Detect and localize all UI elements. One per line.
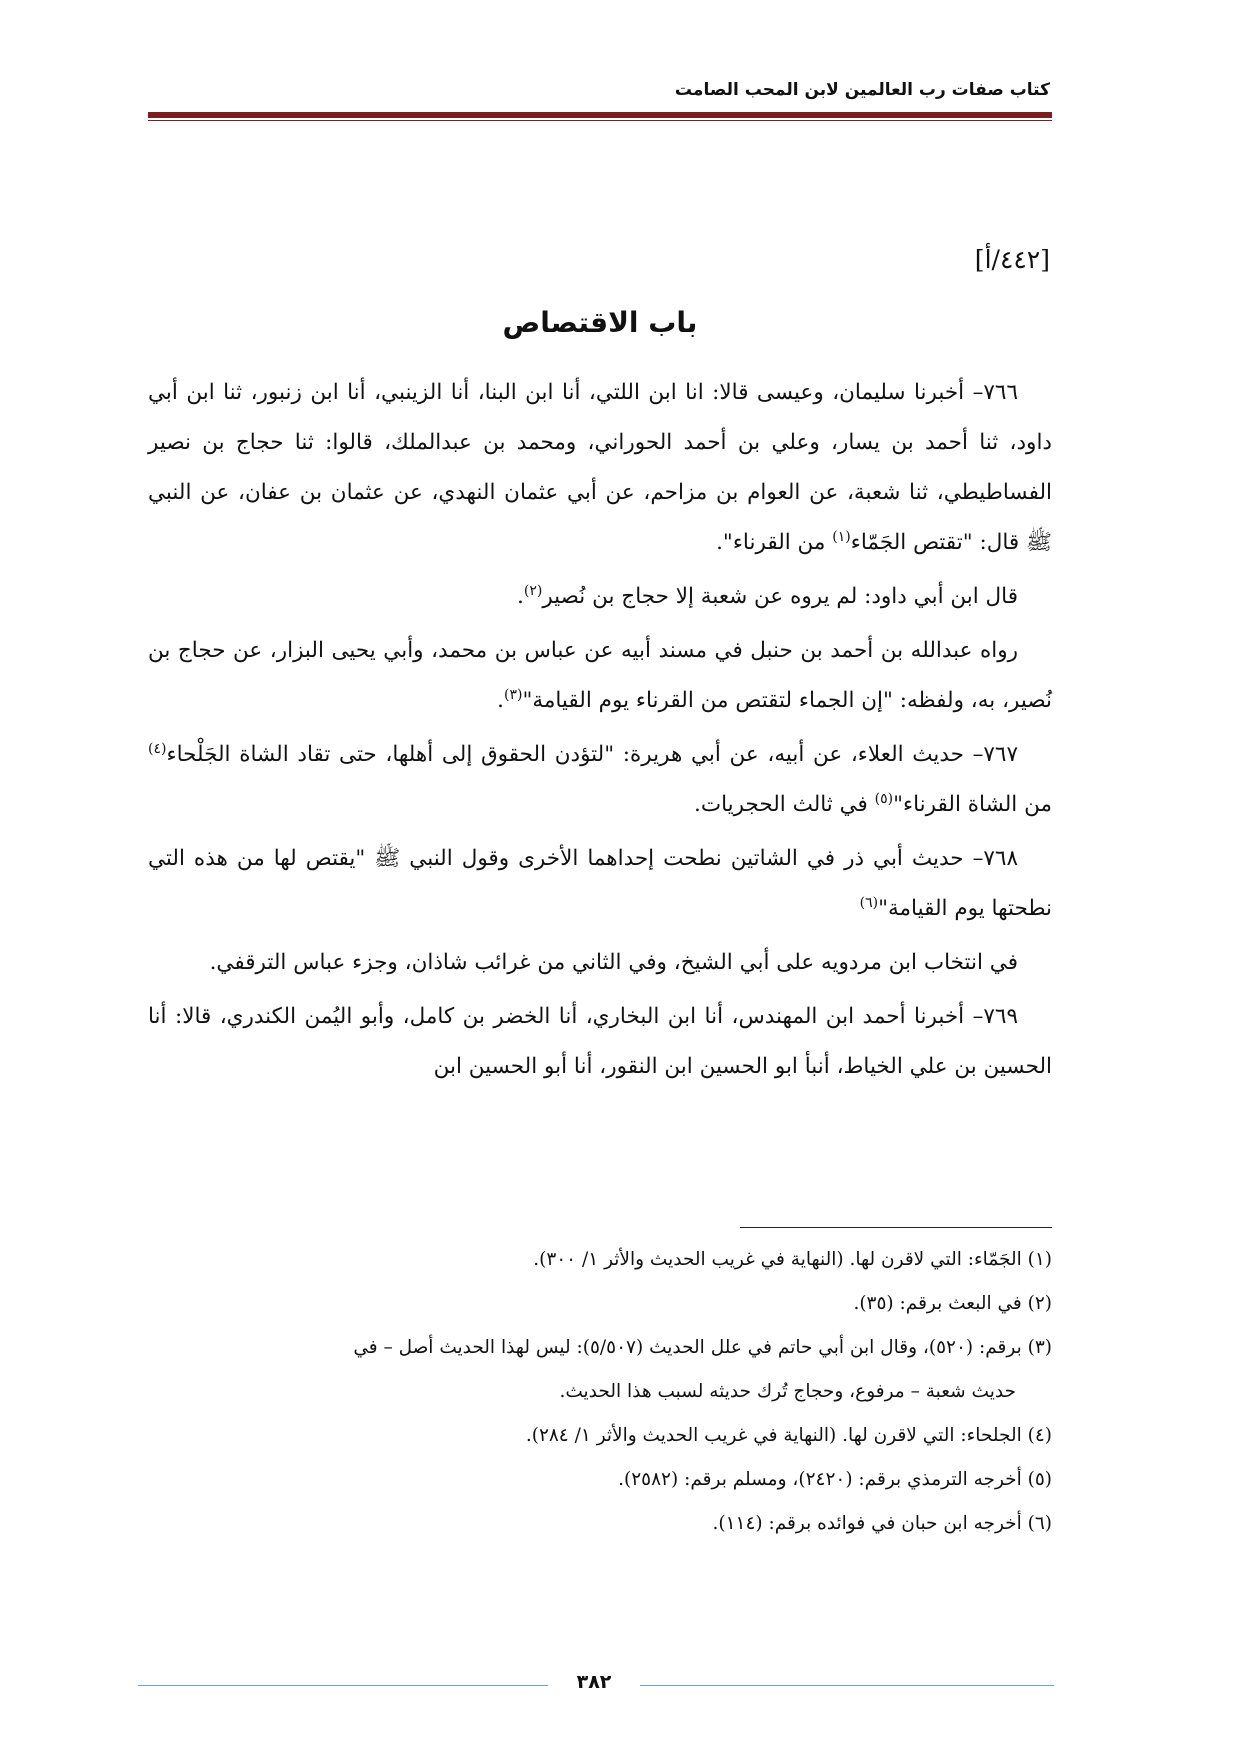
footnote-4: (٤) الجلحاء: التي لاقرن لها. (النهاية في غريب الحديث والأثر ١/ ٢٨٤). bbox=[525, 1425, 1052, 1446]
footer-rule-left bbox=[138, 1685, 548, 1686]
paragraph-767: ٧٦٧– حديث العلاء، عن أبيه، عن أبي هريرة: "لتؤدن الحقوق إلى أهلها، حتى تقاد الشاة الجَلْحاء$^{(٤)}$ من الشاة القرناء"$^{(٥)}$ في ثالث الحجريات. bbox=[148, 740, 1052, 817]
header-rule bbox=[148, 112, 1052, 118]
footnote-3: (٣) برقم: (٥٢٠)، وقال ابن أبي حاتم في علل الحديث (٥/٥٠٧): ليس لهذا الحديث أصل – في bbox=[353, 1337, 1052, 1358]
paragraph-766: ٧٦٦– أخبرنا سليمان، وعيسى قالا: انا ابن اللتي، أنا ابن البنا، أنا الزينبي، أنا ابن زنبور، ثنا ابن أبي داود، ثنا أحمد بن يسار، وعلي بن أحمد الحوراني، ومحمد بن عبدالملك، قالوا: ثنا حجاج بن نصير الفساطيطي، ثنا شعبة، عن العوام بن مزاحم، عن أبي عثمان النهدي، عن عثمان بن عفان، عن النبي ﷺ قال: "تقتص الجَمّاء$^{(١)}$ من القرناء". bbox=[148, 380, 1052, 555]
paragraph-abdullah-riwaya: رواه عبدالله بن أحمد بن حنبل في مسند أبيه عن عباس بن محمد، وأبي يحيى البزار، عن حجاج بن نُصير، به، ولفظه: "إن الجماء لتقتص من القرناء يوم القيامة"$^{(٣)}$. bbox=[148, 638, 1052, 713]
paragraph-769: ٧٦٩– أخبرنا أحمد ابن المهندس، أنا ابن البخاري، أنا الخضر بن كامل، وأبو اليُمن الكندري، قالا: أنا الحسين بن علي الخياط، أنبأ ابو الحسين ابن النقور، أنا أبو الحسين ابن bbox=[148, 1004, 1052, 1079]
main-text bbox=[148, 368, 1052, 1096]
footnote-marker-5[interactable]: (٥) bbox=[874, 790, 894, 807]
footer-rule-right bbox=[640, 1685, 1054, 1686]
paragraph-ibn-abi-dawud: قال ابن أبي داود: لم يروه عن شعبة إلا حجاج بن نُصير$^{(٢)}$. bbox=[517, 582, 1018, 609]
footnote-2: (٢) في البعث برقم: (٣٥). bbox=[853, 1293, 1052, 1314]
header-rule-thin bbox=[148, 120, 1052, 121]
footnote-marker-2[interactable]: (٢) bbox=[523, 582, 543, 599]
footnotes bbox=[148, 1238, 1052, 1546]
page-number: ٣٨٢ bbox=[576, 1671, 612, 1693]
footnote-separator bbox=[740, 1227, 1052, 1228]
footnote-3-continuation: حديث شعبة – مرفوع، وحجاج تُرك حديثه لسبب هذا الحديث. bbox=[559, 1381, 1016, 1402]
running-header-title: كتاب صفات رب العالمين لابن المحب الصامت bbox=[674, 80, 1050, 100]
footnote-6: (٦) أخرجه ابن حبان في فوائده برقم: (١١٤). bbox=[712, 1513, 1052, 1534]
paragraph-768: ٧٦٨– حديث أبي ذر في الشاتين نطحت إحداهما الأخرى وقول النبي ﷺ "يقتص لها من هذه التي نطحتها يوم القيامة"$^{(٦)}$ bbox=[148, 846, 1052, 921]
footnote-marker-4[interactable]: (٤) bbox=[148, 740, 167, 757]
footnote-1: (١) الجَمّاء: التي لاقرن لها. (النهاية في غريب الحديث والأثر ١/ ٣٠٠). bbox=[533, 1249, 1052, 1270]
footnote-marker-3[interactable]: (٣) bbox=[503, 686, 523, 703]
manuscript-folio-reference: [٤٤٢/أ] bbox=[974, 245, 1050, 274]
paragraph-sources: في انتخاب ابن مردويه على أبي الشيخ، وفي الثاني من غرائب شاذان، وجزء عباس الترقفي. bbox=[209, 950, 1018, 975]
footnote-marker-1[interactable]: (١) bbox=[832, 528, 851, 545]
chapter-title: باب الاقتصاص bbox=[502, 306, 698, 339]
footnote-marker-6[interactable]: (٦) bbox=[859, 894, 879, 911]
footnote-5: (٥) أخرجه الترمذي برقم: (٢٤٢٠)، ومسلم برقم: (٢٥٨٢). bbox=[618, 1469, 1052, 1490]
